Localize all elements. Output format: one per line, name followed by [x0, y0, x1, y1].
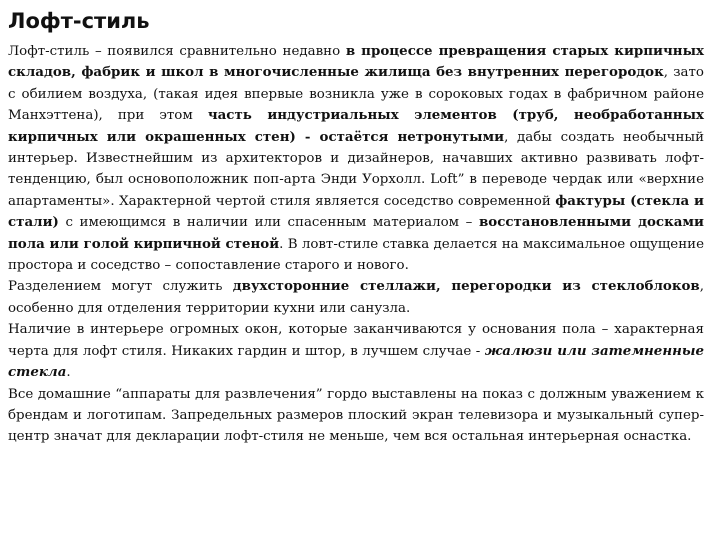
- text-run: , особенно для отделения территории кухни или санузла.: [8, 279, 704, 316]
- paragraph-entertainment: [8, 384, 704, 448]
- text-run: Наличие в интерьере огромных окон, которые заканчиваются у основания пола – характерная черта для лофт стиля. Никаких гардин и штор, в лучшем случае -: [8, 322, 704, 359]
- emphasis-glass-steel: фактуры (стекла и стали): [8, 192, 704, 231]
- emphasis-warehouses: в процессе превращения старых кирпичных складов, фабрик и школ в многочисленные жилища без внутренних перегородок: [8, 43, 704, 81]
- slide-title: Лофт-стиль: [8, 9, 150, 33]
- slide-body: [8, 41, 704, 448]
- paragraph-windows: [8, 319, 704, 383]
- emphasis-shelves-partitions: двухсторонние стеллажи, перегородки из стеклоблоков: [232, 278, 700, 295]
- text-run: .: [66, 365, 71, 381]
- emphasis-floorboards-brick: восстановленными досками пола или голой кирпичной стеной: [8, 214, 704, 252]
- text-run: с имеющимся в наличии или спасенным материалом –: [58, 215, 479, 231]
- paragraph-intro: [8, 41, 704, 276]
- emphasis-blinds: жалюзи или затемненные стекла: [8, 342, 704, 381]
- text-run: Лофт-стиль – появился сравнительно недавно: [8, 44, 346, 59]
- text-run: Разделением могут служить: [8, 279, 233, 295]
- text-run: , зато с обилием воздуха, (такая идея впервые возникла уже в сороковых годах в фабричном районе Манхэттена), при этом: [8, 65, 704, 124]
- text-run: . В ловт-стиле ставка делается на максимальное ощущение простора и соседство – сопоставление старого и нового.: [8, 236, 704, 274]
- text-run: Все домашние “аппараты для развлечения” гордо выставлены на показ с должным уважением к брендам и логотипам. Запредельных размеров плоский экран телевизора и музыкальный супер-центр значат для декларации лофт-стиля не меньше, чем вся остальная интерьерная оснастка.: [8, 386, 704, 445]
- emphasis-industrial-elements: часть индустриальных элементов (труб, необработанных кирпичных или окрашенных стен) - остаётся нетронутыми: [8, 107, 704, 145]
- paragraph-partitions: [8, 276, 704, 319]
- text-run: , дабы создать необычный интерьер. Известнейшим из архитекторов и дизайнеров, начавших активно развивать лофт-тенденцию, был основоположник поп-арта Энди Уорхолл. Loft” в переводе чердак или «верхние апартаменты». Характерной чертой стиля является соседство современной: [8, 129, 704, 209]
